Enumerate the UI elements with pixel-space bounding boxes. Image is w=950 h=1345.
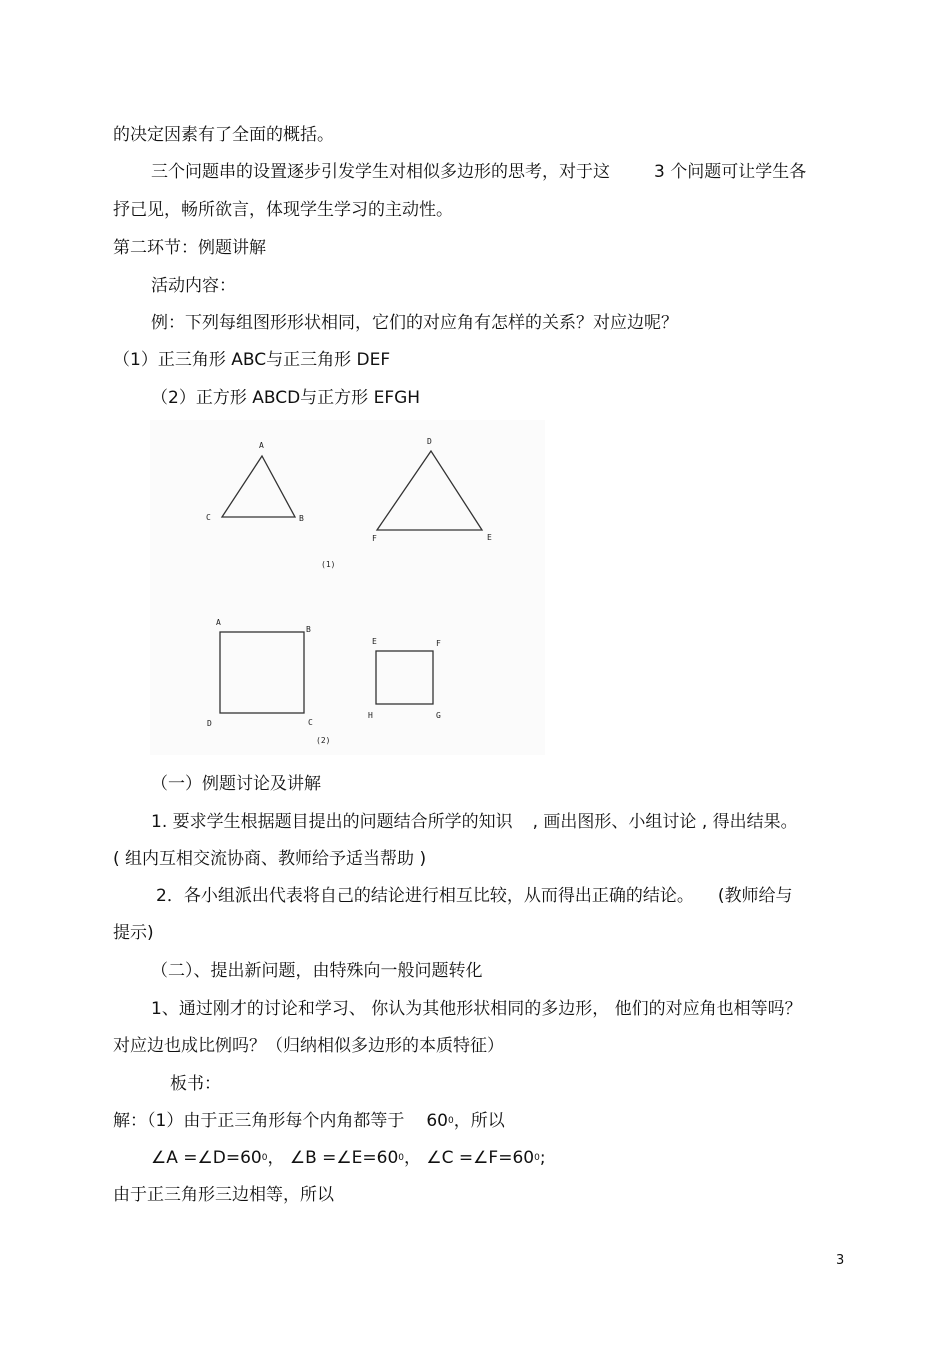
geometry-figure <box>150 420 545 755</box>
board-label: 板书： <box>170 1074 221 1094</box>
text-line-11: ( 组内互相交流协商、教师给予适当帮助 ) <box>113 849 427 869</box>
text-line-16: 对应边也成比例吗？（归纳相似多边形的本质特征） <box>113 1036 504 1056</box>
solution-line-1: 解：（1）由于正三角形每个内角都等于 $60^0$，所以 <box>113 1111 505 1131</box>
text-line-5: 活动内容： <box>151 276 236 296</box>
caption-2: (2) <box>316 736 331 745</box>
text-line-12: 2．各小组派出代表将自己的结论进行相互比较，从而得出正确的结论。 (教师给与 <box>156 886 793 906</box>
label-sq-e: E <box>372 637 377 646</box>
label-sq-b: B <box>306 625 311 634</box>
text-line-2: 三个问题串的设置逐步引发学生对相似多边形的思考，对于这 3 个问题可让学生各 <box>151 162 807 182</box>
section-heading: 第二环节：例题讲解 <box>113 238 266 258</box>
text-line-13: 提示) <box>113 923 154 943</box>
label-e: E <box>487 533 492 542</box>
page-number: 3 <box>836 1253 845 1268</box>
new-question-heading: （二）、提出新问题，由特殊向一般问题转化 <box>151 961 483 981</box>
label-b: B <box>299 514 304 523</box>
label-f: F <box>372 534 377 543</box>
label-c: C <box>206 513 211 522</box>
example-item-2: （2）正方形 ABCD与正方形 EFGH <box>151 388 421 408</box>
example-question: 例：下列每组图形形状相同，它们的对应角有怎样的关系？对应边呢？ <box>151 313 678 333</box>
text-line-3: 抒己见，畅所欲言，体现学生学习的主动性。 <box>113 200 453 220</box>
label-d: D <box>427 437 432 446</box>
text-line-15: 1、通过刚才的讨论和学习、 你认为其他形状相同的多边形， 他们的对应角也相等吗？ <box>151 999 802 1019</box>
text-line-1: 的决定因素有了全面的概括。 <box>113 125 334 145</box>
label-sq-a: A <box>216 618 221 627</box>
discussion-heading: （一）例题讨论及讲解 <box>151 774 321 794</box>
solution-angles: ∠A $=\angle D=60^0$， ∠B $=\angle E=60^0$， ∠C $=\angle F=60^0$; <box>151 1148 546 1168</box>
text-line-10: 1. 要求学生根据题目提出的问题结合所学的知识 , 画出图形、小组讨论 , 得出结果。 <box>151 812 798 832</box>
label-sq-f: F <box>436 639 441 648</box>
label-sq-h: H <box>368 711 373 720</box>
solution-line-3: 由于正三角形三边相等，所以 <box>113 1185 334 1205</box>
caption-1: (1) <box>321 560 336 569</box>
example-item-1: （1）正三角形 ABC与正三角形 DEF <box>113 350 391 370</box>
label-sq-c: C <box>308 718 313 727</box>
label-a: A <box>259 441 264 450</box>
label-sq-g: G <box>436 711 441 720</box>
label-sq-d: D <box>207 719 212 728</box>
